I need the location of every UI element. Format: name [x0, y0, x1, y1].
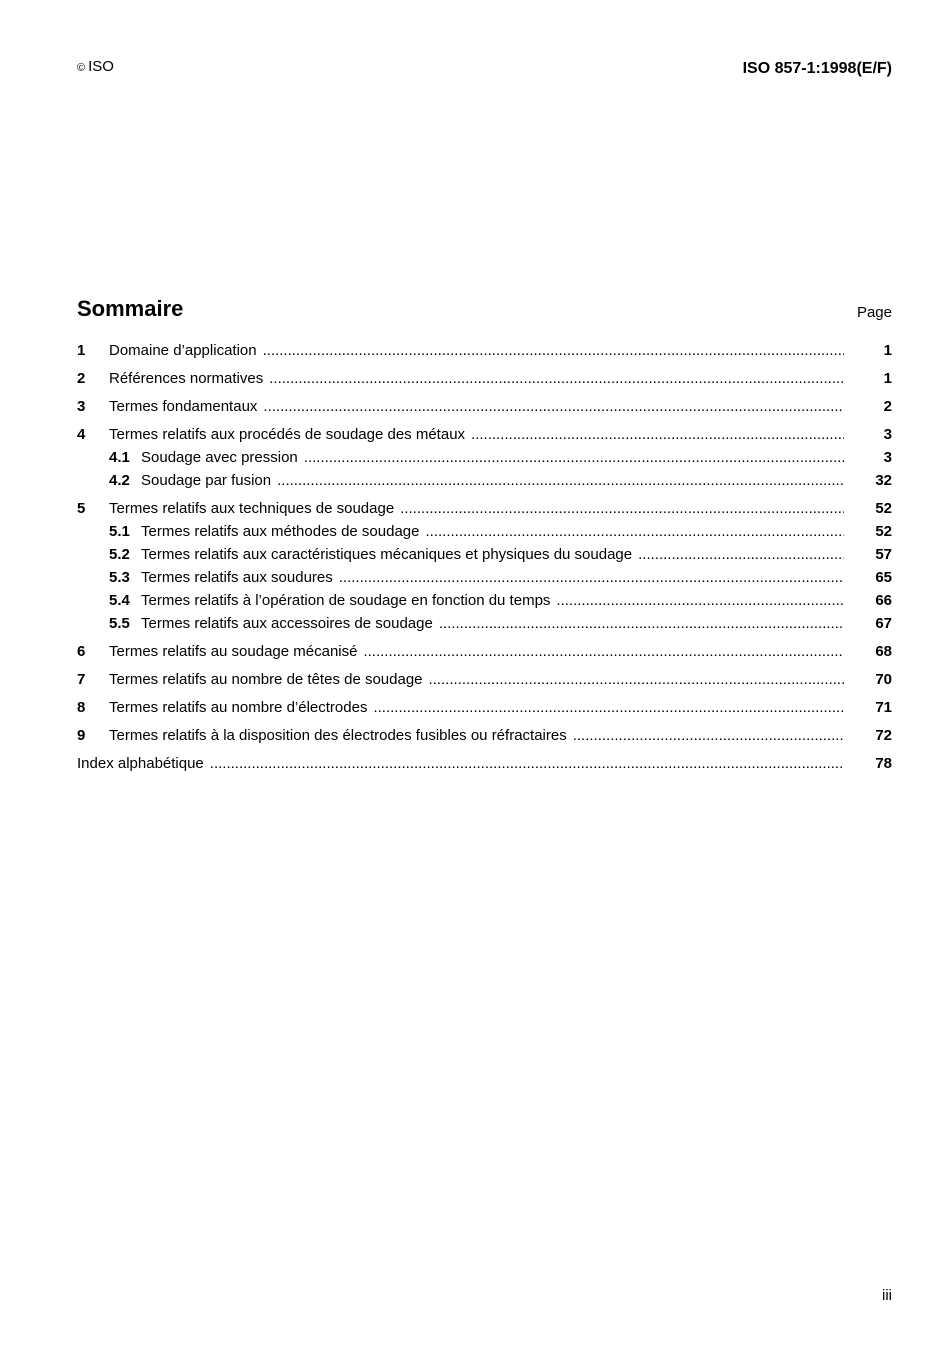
page-column-label: Page — [856, 304, 892, 321]
toc-entry-number: 6 — [77, 643, 86, 660]
toc-leader-dots — [638, 543, 844, 566]
toc-entry-page: 3 — [883, 426, 892, 443]
toc-subentry[interactable] — [77, 520, 892, 543]
toc-entry[interactable] — [77, 423, 892, 446]
toc-entry[interactable] — [77, 724, 892, 747]
toc-leader-dots — [426, 520, 845, 543]
toc-entry-title: Soudage avec pression — [141, 449, 298, 466]
toc-entry-page: 3 — [883, 449, 892, 466]
toc-leader-dots — [429, 668, 844, 691]
toc-leader-dots — [277, 469, 844, 492]
toc-entry-page: 67 — [875, 615, 892, 632]
toc-leader-dots — [263, 395, 844, 418]
toc-leader-dots — [210, 752, 844, 775]
toc-leader-dots — [556, 589, 844, 612]
toc-entry-title: Domaine d’application — [109, 342, 257, 359]
toc-entry-page: 57 — [875, 546, 892, 563]
toc-entry-page: 1 — [883, 342, 892, 359]
toc-entry-page: 68 — [875, 643, 892, 660]
toc-entry-page: 52 — [875, 523, 892, 540]
toc-entry-number: 5.3 — [109, 569, 130, 586]
toc-leader-dots — [373, 696, 844, 719]
toc-entry-title: Soudage par fusion — [141, 472, 272, 489]
toc-entry-page: 72 — [875, 727, 892, 744]
toc-leader-dots — [263, 339, 844, 362]
toc-entry[interactable] — [77, 696, 892, 719]
copyright-symbol: © — [77, 62, 86, 74]
toc-entry-number: 4 — [77, 426, 86, 443]
copyright-notice — [77, 58, 114, 75]
toc-entry-title: Termes relatifs aux techniques de soudage — [109, 500, 395, 517]
toc-entry-number: 5.4 — [109, 592, 130, 609]
toc-entry-page: 78 — [875, 755, 892, 772]
toc-entry-number: 2 — [77, 370, 86, 387]
toc-entry-title: Termes relatifs aux accessoires de soudage — [141, 615, 433, 632]
toc-entry[interactable] — [77, 367, 892, 390]
toc-entry-title: Références normatives — [109, 370, 264, 387]
toc-entry-index[interactable] — [77, 752, 892, 775]
toc-entry-title: Index alphabétique — [77, 755, 204, 772]
document-id: ISO 857-1:1998(E/F) — [742, 60, 892, 77]
toc-entry[interactable] — [77, 395, 892, 418]
toc-subentry[interactable] — [77, 566, 892, 589]
toc-leader-dots — [304, 446, 844, 469]
toc-entry[interactable] — [77, 668, 892, 691]
toc-leader-dots — [269, 367, 844, 390]
toc-entry[interactable] — [77, 497, 892, 520]
toc-entry-page: 65 — [875, 569, 892, 586]
toc-leader-dots — [573, 724, 844, 747]
toc-entry-page: 66 — [875, 592, 892, 609]
toc-entry-number: 5 — [77, 500, 86, 517]
toc-subentry[interactable] — [77, 469, 892, 492]
toc-entry-page: 1 — [883, 370, 892, 387]
toc-entry-title: Termes relatifs au soudage mécanisé — [109, 643, 358, 660]
toc-entry-title: Termes relatifs à la disposition des électrodes fusibles ou réfractaires — [109, 727, 567, 744]
toc-entry[interactable] — [77, 640, 892, 663]
toc-entry-page: 2 — [883, 398, 892, 415]
toc-entry-page: 70 — [875, 671, 892, 688]
toc-entry-page: 71 — [875, 699, 892, 716]
toc-entry-title: Termes relatifs au nombre de têtes de soudage — [109, 671, 423, 688]
toc-entry-title: Termes relatifs au nombre d’électrodes — [109, 699, 368, 716]
toc-subentry[interactable] — [77, 446, 892, 469]
copyright-text: ISO — [88, 58, 114, 75]
toc-subentry[interactable] — [77, 543, 892, 566]
toc-entry-title: Termes relatifs à l’opération de soudage en fonction du temps — [141, 592, 551, 609]
toc-leader-dots — [471, 423, 844, 446]
toc-entry-page: 32 — [875, 472, 892, 489]
toc-entry[interactable] — [77, 339, 892, 362]
toc-entry-page: 52 — [875, 500, 892, 517]
toc-entry-title: Termes relatifs aux caractéristiques mécaniques et physiques du soudage — [141, 546, 633, 563]
toc-subentry[interactable] — [77, 589, 892, 612]
toc-leader-dots — [363, 640, 844, 663]
toc-entry-number: 5.2 — [109, 546, 130, 563]
toc-entry-title: Termes relatifs aux procédés de soudage des métaux — [109, 426, 466, 443]
toc-entry-number: 9 — [77, 727, 86, 744]
toc-heading: Sommaire — [77, 296, 184, 321]
toc-entry-title: Termes relatifs aux méthodes de soudage — [141, 523, 420, 540]
toc-entry-number: 7 — [77, 671, 86, 688]
toc-leader-dots — [439, 612, 844, 635]
toc-entry-number: 8 — [77, 699, 86, 716]
table-of-contents — [77, 339, 892, 775]
toc-entry-title: Termes relatifs aux soudures — [141, 569, 333, 586]
toc-leader-dots — [400, 497, 844, 520]
toc-entry-number: 3 — [77, 398, 86, 415]
toc-entry-number: 4.2 — [109, 472, 130, 489]
toc-entry-number: 1 — [77, 342, 86, 359]
page-number: iii — [882, 1287, 892, 1304]
toc-subentry[interactable] — [77, 612, 892, 635]
toc-leader-dots — [339, 566, 844, 589]
toc-entry-number: 5.1 — [109, 523, 130, 540]
toc-entry-number: 4.1 — [109, 449, 130, 466]
toc-entry-title: Termes fondamentaux — [109, 398, 258, 415]
toc-entry-number: 5.5 — [109, 615, 130, 632]
